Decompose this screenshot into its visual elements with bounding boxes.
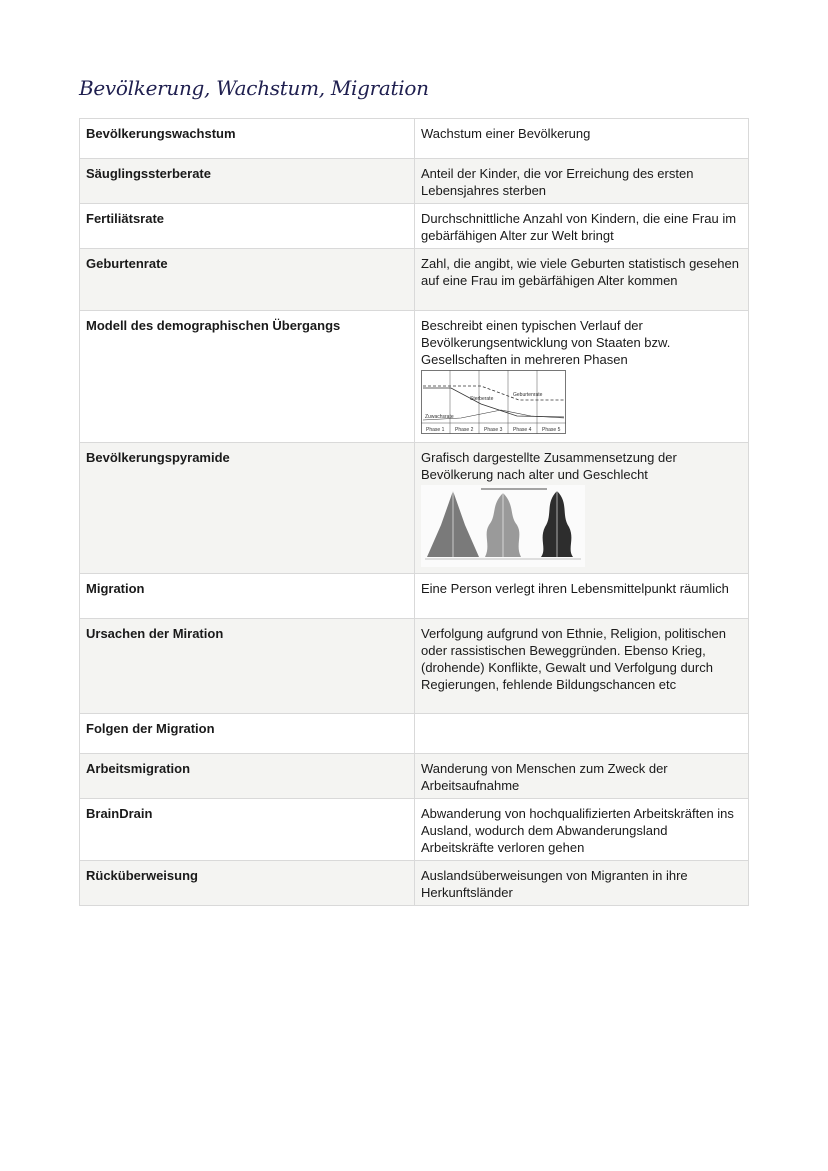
phase-label: Phase 3 bbox=[484, 427, 503, 433]
term-cell: BrainDrain bbox=[80, 799, 415, 861]
definition-cell bbox=[415, 714, 749, 754]
term-cell: Geburtenrate bbox=[80, 249, 415, 311]
population-pyramid-figure bbox=[421, 485, 585, 567]
definition-cell: Verfolgung aufgrund von Ethnie, Religion, politischen oder rassistischen Beweggründen. Ebenso Krieg, (drohende) Konflikte, Gewalt und Verfolgung durch Regierungen, fehlende Bildungschancen etc bbox=[415, 619, 749, 714]
term-cell: Säuglingssterberate bbox=[80, 159, 415, 204]
definition-cell: Wachstum einer Bevölkerung bbox=[415, 119, 749, 159]
definition-cell: Anteil der Kinder, die vor Erreichung des ersten Lebensjahres sterben bbox=[415, 159, 749, 204]
table-row bbox=[80, 861, 749, 906]
growth-rate-label: Zuwachsrate bbox=[425, 414, 454, 420]
definition-cell: Wanderung von Menschen zum Zweck der Arbeitsaufnahme bbox=[415, 754, 749, 799]
term-cell: Bevölkerungswachstum bbox=[80, 119, 415, 159]
definition-cell: Zahl, die angibt, wie viele Geburten statistisch gesehen auf eine Frau im gebärfähigen Alter kommen bbox=[415, 249, 749, 311]
definition-text: Grafisch dargestellte Zusammensetzung der Bevölkerung nach alter und Geschlecht bbox=[421, 450, 677, 482]
term-cell: Modell des demographischen Übergangs bbox=[80, 311, 415, 443]
definition-cell: Auslandsüberweisungen von Migranten in ihre Herkunftsländer bbox=[415, 861, 749, 906]
definition-cell: Eine Person verlegt ihren Lebensmittelpunkt räumlich bbox=[415, 574, 749, 619]
definition-cell bbox=[415, 443, 749, 574]
term-cell: Ursachen der Miration bbox=[80, 619, 415, 714]
birth-rate-label: Geburtenrate bbox=[513, 392, 543, 398]
table-row bbox=[80, 799, 749, 861]
definition-cell: Abwanderung von hochqualifizierten Arbeitskräften ins Ausland, wodurch dem Abwanderungsland Arbeitskräfte verloren gehen bbox=[415, 799, 749, 861]
death-rate-label: Sterberate bbox=[470, 396, 494, 402]
demographic-transition-figure bbox=[421, 370, 567, 436]
term-cell: Rücküberweisung bbox=[80, 861, 415, 906]
definition-text: Beschreibt einen typischen Verlauf der Bevölkerungsentwicklung von Staaten bzw. Gesellschaften in mehreren Phasen bbox=[421, 318, 671, 367]
table-row bbox=[80, 311, 749, 443]
table-row bbox=[80, 714, 749, 754]
term-cell: Migration bbox=[80, 574, 415, 619]
table-row bbox=[80, 443, 749, 574]
definition-cell bbox=[415, 311, 749, 443]
table-row bbox=[80, 249, 749, 311]
phase-label: Phase 2 bbox=[455, 427, 474, 433]
table-row bbox=[80, 204, 749, 249]
phase-label: Phase 5 bbox=[542, 427, 561, 433]
table-row bbox=[80, 619, 749, 714]
term-cell: Bevölkerungspyramide bbox=[80, 443, 415, 574]
table-row bbox=[80, 159, 749, 204]
phase-label: Phase 4 bbox=[513, 427, 532, 433]
table-row bbox=[80, 754, 749, 799]
term-cell: Fertiliätsrate bbox=[80, 204, 415, 249]
glossary-table bbox=[79, 118, 749, 906]
phase-label: Phase 1 bbox=[426, 427, 445, 433]
table-row bbox=[80, 119, 749, 159]
page-title: Bevölkerung, Wachstum, Migration bbox=[79, 76, 429, 100]
table-row bbox=[80, 574, 749, 619]
definition-cell: Durchschnittliche Anzahl von Kindern, die eine Frau im gebärfähigen Alter zur Welt bringt bbox=[415, 204, 749, 249]
term-cell: Arbeitsmigration bbox=[80, 754, 415, 799]
term-cell: Folgen der Migration bbox=[80, 714, 415, 754]
